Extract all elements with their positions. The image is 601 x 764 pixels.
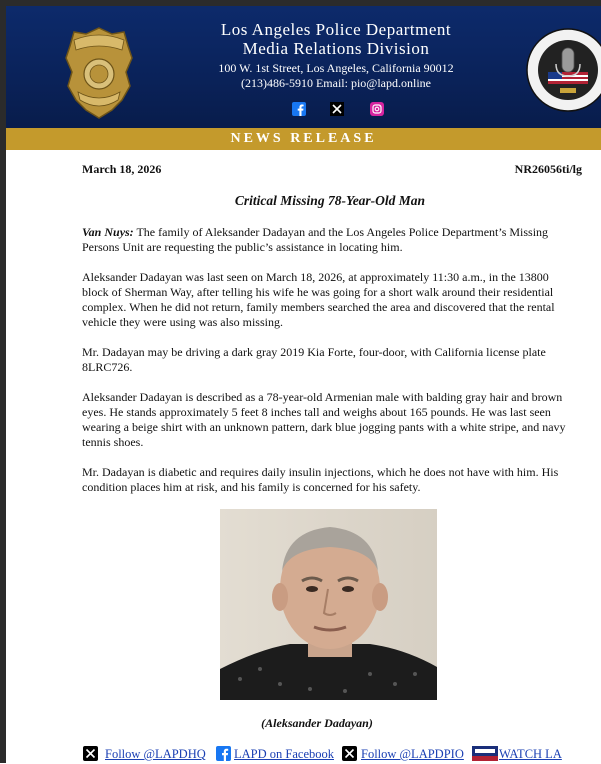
facebook-icon[interactable] <box>292 102 306 116</box>
headline: Critical Missing 78-Year-Old Man <box>234 193 426 208</box>
release-number: NR26056ti/lg <box>514 162 582 176</box>
letterhead-text <box>156 20 516 91</box>
instagram-icon[interactable] <box>370 102 384 116</box>
follow-lapdhq-link[interactable]: Follow @LAPDHQ <box>105 747 206 761</box>
photo-caption: (Aleksander Dadayan) <box>261 716 373 730</box>
missing-person-photo <box>220 509 437 700</box>
follow-lapdpio-link[interactable]: Follow @LAPDPIO <box>361 747 464 761</box>
lapd-facebook-link[interactable]: LAPD on Facebook <box>234 747 334 761</box>
police-badge-icon <box>64 26 134 120</box>
release-body <box>82 162 582 495</box>
department-name: Los Angeles Police Department <box>220 20 452 39</box>
watch-la-logo-icon[interactable] <box>472 746 498 761</box>
footer-links <box>83 746 601 764</box>
division-name: Media Relations Division <box>242 39 430 58</box>
x-icon[interactable] <box>342 746 357 761</box>
paragraph-4: Aleksander Dadayan is described as a 78-year-old Armenian male with balding gray hair and brown eyes. He stands approximately 5 feet 8 inches tall and weighs about 165 pounds. He was last seen wearing a beige shirt with an unknown pattern, dark blue jogging pants with a white stripe, and navy tennis shoes. <box>82 390 566 449</box>
watch-la-link[interactable]: WATCH LA <box>499 747 562 761</box>
x-icon[interactable] <box>330 102 344 116</box>
contact-info: (213)486-5910 Email: pio@lapd.online <box>240 76 432 90</box>
pio-seal-icon <box>526 28 601 112</box>
paragraph-1 <box>82 225 578 255</box>
paragraph-5: Mr. Dadayan is diabetic and requires daily insulin injections, which he does not have with him. His condition places him at risk, and his family is concerned for his safety. <box>82 465 559 494</box>
facebook-icon[interactable] <box>216 746 231 761</box>
release-meta <box>82 162 582 178</box>
news-release-banner: NEWS RELEASE <box>6 128 601 150</box>
header-social-icons <box>292 102 402 118</box>
paragraph-2: Aleksander Dadayan was last seen on March 18, 2026, at approximately 11:30 a.m., in the 13800 block of Sherman Way, after telling his wife he was going for a short walk around their residential complex. When he did not return, family members searched the area and discovered that the rental vehicle they were using was also missing. <box>82 270 555 329</box>
paragraph-1-text: The family of Aleksander Dadayan and the Los Angeles Police Department’s Missing Persons Unit are requesting the public’s assistance in locating him. <box>82 225 549 254</box>
release-date: March 18, 2026 <box>82 162 162 176</box>
letterhead <box>6 6 601 128</box>
address: 100 W. 1st Street, Los Angeles, California 90012 <box>218 61 454 75</box>
dateline: Van Nuys: <box>82 225 134 239</box>
paragraph-3: Mr. Dadayan may be driving a dark gray 2019 Kia Forte, four-door, with California license plate 8LRC726. <box>82 345 546 374</box>
x-icon[interactable] <box>83 746 98 761</box>
